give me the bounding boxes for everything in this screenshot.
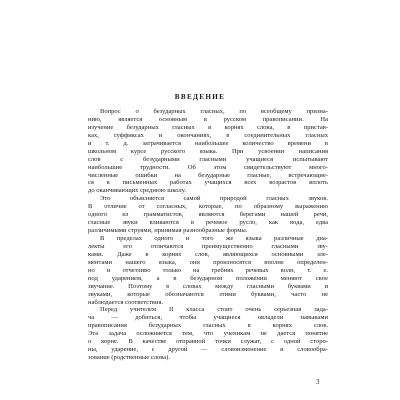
text-line: Это объясняется самой природой гласных звуков.: [100, 195, 328, 203]
text-line: различимыми струями, принимая разнообразные формы.: [88, 227, 248, 235]
text-line: слов с безударными гласными учащиеся испытывают: [88, 155, 328, 163]
text-line: звучание. Поэтому в словах между гласными буквами и: [88, 282, 328, 290]
text-line: Вопрос о безударных гласных, по всеобщему призна-: [100, 108, 328, 115]
text-line: численные ошибки на безударные гласные, встречающие-: [88, 171, 328, 179]
text-line: гласные звуки вливаются в речевое русло, как вода, едва: [88, 219, 328, 227]
text-line: и т. д. затрачивается наибольшее количество времени в: [88, 139, 328, 147]
text-line: наблюдается соответствия.: [88, 298, 164, 306]
text-line: В отличие от согласных, которые, по образному выражению: [88, 203, 328, 211]
text-line: школьном курсе русского языка. При усвоении написания: [88, 147, 328, 155]
text-line: наибольшие трудности. Об этом свидетельствуют много-: [88, 163, 328, 171]
page-number: 3: [316, 378, 320, 386]
text-line: Эта задача осложняется тем, что ученикам не дается понятие: [88, 330, 328, 338]
text-line: ментами нашего языка, они произносятся вполне определен-: [88, 258, 328, 266]
text-line: под ударением, а в безударном положении меняют свое: [88, 274, 328, 282]
body-text: [88, 108, 328, 362]
text-line: изучение безударных гласных в корнях слова, в пристав-: [88, 123, 328, 131]
text-line: В пределах одного и того же языка различные диа-: [100, 235, 328, 242]
text-line: до оканчивающих среднюю школу.: [88, 187, 186, 195]
text-line: ках, суффиксах и окончаниях, в соединительных гласных: [88, 131, 328, 139]
text-line: лекты его отличаются преимущественно гласными зву-: [88, 242, 328, 250]
text-line: ны, ударение, с другой — словоизменение и словообра-: [88, 346, 328, 354]
text-line: одного из грамматистов, являются берегами нашей речи,: [88, 211, 328, 219]
chapter-heading: ВВЕДЕНИЕ: [174, 93, 226, 101]
text-line: Перед учителем II класса стоит очень серьезная зада-: [100, 306, 328, 314]
text-line: ками. Даже в корнях слов, являющихся основными эле-: [88, 250, 328, 258]
text-line: нию, является основным в русском правописании. На: [88, 115, 328, 123]
text-line: звуками, которые обозначаются этими буквами, часто не: [88, 290, 328, 298]
text-line: о корне. В качестве отправной точки служат, с одной сторо-: [88, 338, 328, 346]
text-line: правописания безударных гласных в корнях слов.: [88, 322, 328, 330]
text-line: но и отчетливо только на гребнях речевых волн, т. е.: [88, 266, 328, 274]
text-line: ся в письменных работах учащихся всех возрастов вплоть: [88, 179, 328, 187]
text-line: зование (родственные слова).: [88, 354, 170, 362]
text-line: ча — добиться, чтобы учащиеся овладели навыками: [88, 314, 328, 322]
